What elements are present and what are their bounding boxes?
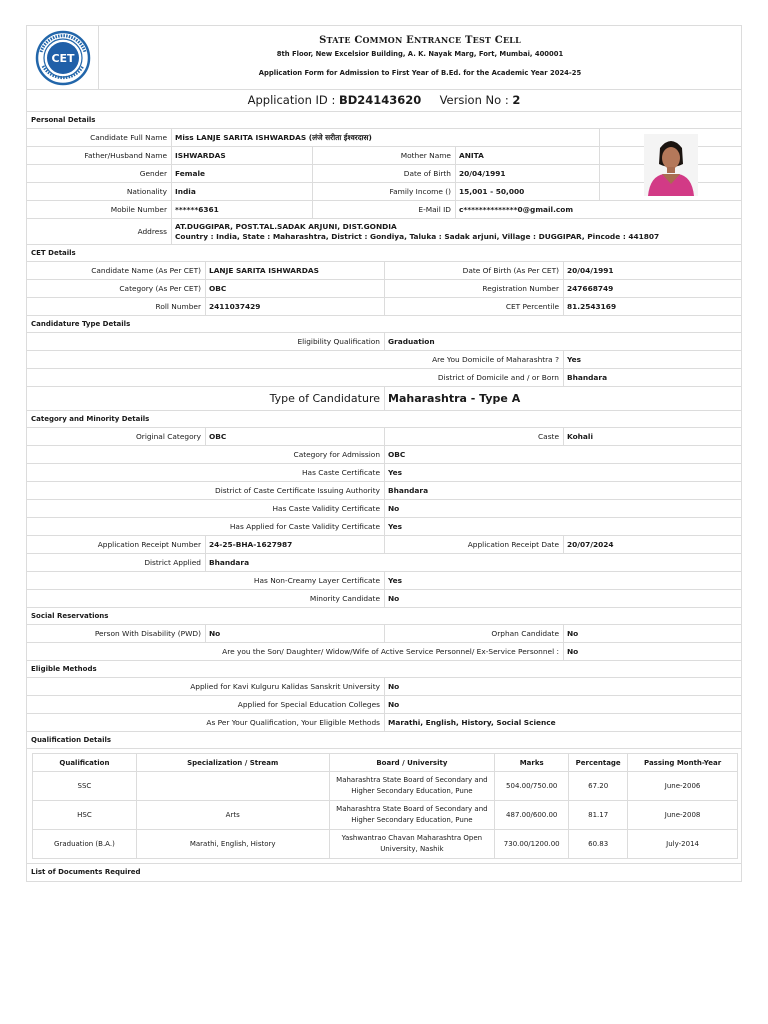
- form-header: [27, 26, 741, 90]
- registration-label: Registration Number: [385, 280, 564, 297]
- cell-qualification: HSC: [33, 801, 137, 830]
- section-documents: List of Documents Required: [31, 868, 141, 876]
- col-percentage: Percentage: [569, 754, 628, 772]
- row-cet-roll: [27, 298, 741, 316]
- full-name-value: Miss LANJE SARITA ISHWARDAS (लंजे सरीता ईश्वरदास): [175, 133, 372, 142]
- kavi-label: Applied for Kavi Kulguru Kalidas Sanskrit University: [27, 678, 385, 695]
- caste-value: Kohali: [567, 432, 593, 441]
- qualification-table: [32, 753, 738, 859]
- row-validity-certificate: [27, 500, 741, 518]
- header-title: STATE COMMON ENTRANCE TEST CELL: [319, 35, 521, 46]
- full-name-label: Candidate Full Name: [27, 129, 172, 146]
- pwd-value: No: [206, 625, 385, 642]
- row-kavi-kulguru: [27, 678, 741, 696]
- header-text: [99, 26, 741, 89]
- issuing-value: Bhandara: [388, 486, 429, 495]
- gender-label: Gender: [27, 165, 172, 182]
- cell-marks: 504.00/750.00: [495, 772, 569, 801]
- table-header-row: [33, 754, 738, 772]
- original-category-label: Original Category: [27, 428, 206, 445]
- percentile-label: CET Percentile: [385, 298, 564, 315]
- address-line-1: AT.DUGGIPAR, POST.TAL.SADAK ARJUNI, DIST.GONDIA: [175, 222, 397, 231]
- minority-value: No: [388, 594, 400, 603]
- row-address: [27, 219, 741, 245]
- cell-specialization: [136, 772, 329, 801]
- service-label: Are you the Son/ Daughter/ Widow/Wife of Active Service Personnel/ Ex-Service Personnel :: [27, 643, 564, 660]
- row-type-of-candidature: [27, 387, 741, 411]
- father-value: ISHWARDAS: [172, 147, 313, 164]
- cet-category-value: OBC: [206, 280, 385, 297]
- row-receipt: [27, 536, 741, 554]
- address-label: Address: [27, 219, 172, 244]
- district-applied-label: District Applied: [27, 554, 206, 571]
- receipt-date-value: 20/07/2024: [567, 540, 614, 549]
- orphan-label: Orphan Candidate: [385, 625, 564, 642]
- qualification-table-wrap: [27, 753, 741, 864]
- applied-validity-value: Yes: [388, 522, 403, 531]
- email-label: E-Mail ID: [313, 201, 456, 218]
- methods-label: As Per Your Qualification, Your Eligible Methods: [27, 714, 385, 731]
- nationality-value: India: [172, 183, 313, 200]
- original-category-value: OBC: [206, 428, 385, 445]
- special-education-value: No: [388, 700, 400, 709]
- section-qualification: Qualification Details: [27, 732, 741, 749]
- section-social-reservations: Social Reservations: [27, 608, 741, 625]
- registration-value: 247668749: [567, 284, 614, 293]
- row-special-education: [27, 696, 741, 714]
- issuing-label: District of Caste Certificate Issuing Authority: [27, 482, 385, 499]
- row-cet-name: [27, 262, 741, 280]
- col-marks: Marks: [495, 754, 569, 772]
- admission-category-value: OBC: [388, 450, 406, 459]
- col-specialization: Specialization / Stream: [136, 754, 329, 772]
- cell-specialization: Marathi, English, History: [136, 830, 329, 859]
- cell-passing: June-2008: [628, 801, 738, 830]
- section-eligible-methods: Eligible Methods: [27, 661, 741, 678]
- cet-category-label: Category (As Per CET): [27, 280, 206, 297]
- row-applied-validity: [27, 518, 741, 536]
- caste-cert-label: Has Caste Certificate: [27, 464, 385, 481]
- table-row: [33, 772, 738, 801]
- address-line-2: Country : India, State : Maharashtra, District : Gondiya, Taluka : Sadak arjuni, Village : DUGGIPAR, Pincode : 441807: [175, 232, 660, 241]
- receipt-date-label: Application Receipt Date: [385, 536, 564, 553]
- cell-board: Maharashtra State Board of Secondary and Higher Secondary Education, Pune: [329, 772, 495, 801]
- caste-cert-value: Yes: [388, 468, 403, 477]
- noncreamy-value: Yes: [388, 576, 403, 585]
- application-form: [26, 25, 742, 882]
- mobile-value: ******6361: [172, 201, 313, 218]
- cell-board: Yashwantrao Chavan Maharashtra Open University, Nashik: [329, 830, 495, 859]
- income-value: 15,001 - 50,000: [459, 187, 525, 196]
- section-cet-details: CET Details: [27, 245, 741, 262]
- roll-label: Roll Number: [27, 298, 206, 315]
- methods-value: Marathi, English, History, Social Science: [388, 718, 556, 727]
- row-pwd-orphan: [27, 625, 741, 643]
- application-id-row: [27, 90, 741, 112]
- pwd-label: Person With Disability (PWD): [27, 625, 206, 642]
- cell-percentage: 81.17: [569, 801, 628, 830]
- dob-label: Date of Birth: [313, 165, 456, 182]
- email-value: c**************0@gmail.com: [459, 205, 574, 214]
- version-value: 2: [512, 93, 521, 107]
- domicile-label: Are You Domicile of Maharashtra ?: [27, 351, 564, 368]
- validity-label: Has Caste Validity Certificate: [27, 500, 385, 517]
- table-row: [33, 801, 738, 830]
- row-category-admission: [27, 446, 741, 464]
- row-service-personnel: [27, 643, 741, 661]
- application-id-label: Application ID :: [247, 93, 336, 107]
- row-mobile-email: [27, 201, 741, 219]
- section-personal-details: Personal Details: [27, 112, 741, 129]
- validity-value: No: [388, 504, 400, 513]
- row-original-category: [27, 428, 741, 446]
- roll-value: 2411037429: [206, 298, 385, 315]
- district-domicile-label: District of Domicile and / or Born: [27, 369, 564, 386]
- minority-label: Minority Candidate: [27, 590, 385, 607]
- row-minority: [27, 590, 741, 608]
- candidate-photo: [599, 129, 741, 201]
- cell-specialization: Arts: [136, 801, 329, 830]
- noncreamy-label: Has Non-Creamy Layer Certificate: [27, 572, 385, 589]
- row-eligible-methods: [27, 714, 741, 732]
- row-eligibility: [27, 333, 741, 351]
- row-issuing-authority: [27, 482, 741, 500]
- personal-details: [27, 129, 741, 245]
- logo-text: CET: [50, 51, 75, 65]
- domicile-value: Yes: [567, 355, 582, 364]
- row-domicile: [27, 351, 741, 369]
- receipt-label: Application Receipt Number: [27, 536, 206, 553]
- mother-value: ANITA: [459, 151, 484, 160]
- col-board: Board / University: [329, 754, 495, 772]
- col-passing: Passing Month-Year: [628, 754, 738, 772]
- cet-logo: [27, 26, 99, 89]
- candidature-type-value: Maharashtra - Type A: [388, 392, 521, 405]
- mother-label: Mother Name: [313, 147, 456, 164]
- gender-value: Female: [172, 165, 313, 182]
- cell-passing: July-2014: [628, 830, 738, 859]
- service-value: No: [567, 647, 579, 656]
- eligibility-label: Eligibility Qualification: [27, 333, 385, 350]
- cet-logo-icon: [35, 30, 91, 86]
- income-label: Family Income (): [313, 183, 456, 200]
- table-row: [33, 830, 738, 859]
- form-title: Application Form for Admission to First Year of B.Ed. for the Academic Year 2024-25: [258, 69, 582, 77]
- candidate-photo-image: [644, 134, 698, 196]
- percentile-value: 81.2543169: [567, 302, 617, 311]
- dob-value: 20/04/1991: [459, 169, 506, 178]
- cell-qualification: SSC: [33, 772, 137, 801]
- section-candidature: Candidature Type Details: [27, 316, 741, 333]
- orphan-value: No: [567, 629, 579, 638]
- row-non-creamy: [27, 572, 741, 590]
- cet-dob-label: Date Of Birth (As Per CET): [385, 262, 564, 279]
- cet-name-value: LANJE SARITA ISHWARDAS: [206, 262, 385, 279]
- mobile-label: Mobile Number: [27, 201, 172, 218]
- col-qualification: Qualification: [33, 754, 137, 772]
- row-district-domicile: [27, 369, 741, 387]
- district-applied-value: Bhandara: [209, 558, 250, 567]
- header-address: 8th Floor, New Excelsior Building, A. K. Nayak Marg, Fort, Mumbai, 400001: [276, 50, 564, 58]
- kavi-value: No: [388, 682, 400, 691]
- section-category-minority: Category and Minority Details: [27, 411, 741, 428]
- cell-marks: 487.00/600.00: [495, 801, 569, 830]
- cell-passing: June-2006: [628, 772, 738, 801]
- cell-qualification: Graduation (B.A.): [33, 830, 137, 859]
- address-value: [172, 219, 741, 244]
- cet-name-label: Candidate Name (As Per CET): [27, 262, 206, 279]
- row-caste-certificate: [27, 464, 741, 482]
- caste-label: Caste: [385, 428, 564, 445]
- cet-dob-value: 20/04/1991: [567, 266, 614, 275]
- row-district-applied: [27, 554, 741, 572]
- applied-validity-label: Has Applied for Caste Validity Certificate: [27, 518, 385, 535]
- receipt-value: 24-25-BHA-1627987: [206, 536, 385, 553]
- candidature-type-label: Type of Candidature: [27, 387, 385, 410]
- special-education-label: Applied for Special Education Colleges: [27, 696, 385, 713]
- nationality-label: Nationality: [27, 183, 172, 200]
- cell-percentage: 67.20: [569, 772, 628, 801]
- district-domicile-value: Bhandara: [567, 373, 608, 382]
- cell-percentage: 60.83: [569, 830, 628, 859]
- eligibility-value: Graduation: [388, 337, 435, 346]
- row-cet-category: [27, 280, 741, 298]
- application-id-value: BD24143620: [338, 93, 422, 107]
- cell-marks: 730.00/1200.00: [495, 830, 569, 859]
- father-label: Father/Husband Name: [27, 147, 172, 164]
- cell-board: Maharashtra State Board of Secondary and Higher Secondary Education, Pune: [329, 801, 495, 830]
- version-label: Version No :: [439, 93, 509, 107]
- admission-category-label: Category for Admission: [27, 446, 385, 463]
